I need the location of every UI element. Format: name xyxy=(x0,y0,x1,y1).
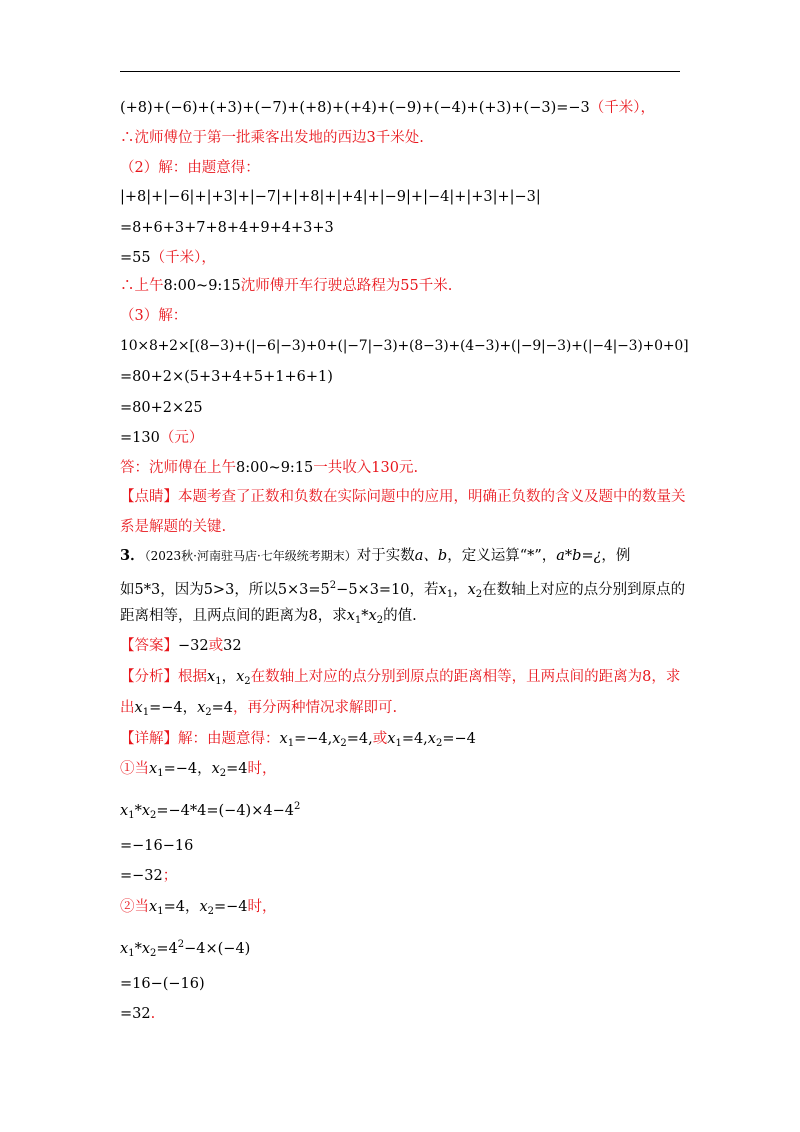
text-run: 出 xyxy=(120,700,135,716)
punctuation: ， xyxy=(221,669,237,685)
punctuation: ， xyxy=(182,700,198,716)
subscript: 2 xyxy=(435,738,443,749)
question-3-line-1 xyxy=(120,546,630,566)
text-run: ，再分两种情况求解即可. xyxy=(233,700,398,716)
text-run: ，若 xyxy=(409,582,439,598)
math-expression: =−32 xyxy=(120,868,163,884)
answer-value: 32 xyxy=(223,638,242,654)
math-expression: =−4 xyxy=(149,700,183,716)
text-run: 或 xyxy=(372,731,388,747)
math-expression: (+8)+(−6)+(+3)+(−7)+(+8)+(+4)+(−9)+(−4)+(+3)+(−3)=−3 xyxy=(120,100,590,116)
line-sum-values: =8+6+3+7+8+4+9+4+3+3 xyxy=(120,220,334,236)
text-run: ， xyxy=(453,582,468,598)
subscript: 2 xyxy=(207,906,214,917)
variable-x: x xyxy=(197,700,206,716)
subscript: 2 xyxy=(340,738,347,749)
subscript: 1 xyxy=(128,948,135,959)
question-3-line-3 xyxy=(120,606,417,631)
variable-x: x xyxy=(207,669,216,685)
math-expression: =4 xyxy=(211,700,234,716)
variable-x: x xyxy=(149,899,158,915)
math-expression: =130 xyxy=(120,430,160,446)
subscript: 1 xyxy=(446,589,454,600)
question-3-line-2 xyxy=(120,576,685,605)
math-expression: =55 xyxy=(120,250,151,266)
analysis-tag: 【分析】根据 xyxy=(120,669,207,685)
header-rule xyxy=(120,71,680,72)
subscript: 1 xyxy=(142,707,150,718)
line-income-step-2: =80+2×25 xyxy=(120,400,203,416)
question-source: （2023秋·河南驻马店·七年级统考期末） xyxy=(144,549,357,563)
time-range: 8:00~9:15 xyxy=(163,278,241,294)
variable-x: x xyxy=(141,941,150,957)
variable-x: x xyxy=(427,731,436,747)
text-run: ，定义运算“*”， xyxy=(447,548,557,564)
operator: * xyxy=(134,941,142,957)
operator: * xyxy=(134,803,142,819)
exponent: 2 xyxy=(293,801,301,812)
punctuation: ； xyxy=(162,868,178,884)
variable-x: x xyxy=(332,731,341,747)
unit-label: （千米） xyxy=(150,250,202,266)
answer-value: −32 xyxy=(178,638,209,654)
variable-x: x xyxy=(141,803,150,819)
subscript: 1 xyxy=(157,768,164,779)
subscript: 2 xyxy=(475,589,483,600)
variable-x: x xyxy=(279,731,288,747)
variable-x: x xyxy=(120,803,129,819)
text-run: ，例 xyxy=(601,548,631,564)
math-expression: −5×3=10 xyxy=(336,582,410,598)
text-run: 在数轴上对应的点分别到原点的距离相等，且两点间的距离为8，求 xyxy=(250,669,681,685)
variable-x: x xyxy=(120,941,129,957)
text-run: 沈师傅开车行驶总路程为55千米. xyxy=(240,278,453,294)
text-run: 时， xyxy=(247,899,277,915)
line-abs-sum: |+8|+|−6|+|+3|+|−7|+|+8|+|+4|+|−9|+|−4|+|+3|+|−3| xyxy=(120,189,541,205)
text-run: ，所以 xyxy=(234,582,278,598)
subscript: 1 xyxy=(287,738,295,749)
time-range: 8:00~9:15 xyxy=(236,460,314,476)
variable-x: x xyxy=(387,731,396,747)
subscript: 1 xyxy=(157,906,164,917)
case-2-step-2: =16−(−16) xyxy=(120,976,205,992)
exponent: 2 xyxy=(329,580,337,591)
analysis-line-1 xyxy=(120,667,680,692)
subscript: 1 xyxy=(354,615,362,626)
text-run: 一共收入130元. xyxy=(313,460,419,476)
subscript: 1 xyxy=(128,810,135,821)
subscript: 2 xyxy=(150,810,157,821)
punctuation: ， xyxy=(201,250,216,266)
line-income-step-1: =80+2×(5+3+4+5+1+6+1) xyxy=(120,369,333,385)
operator: * xyxy=(361,608,369,624)
analysis-line-2 xyxy=(120,698,397,723)
math-expression: =−4, xyxy=(294,731,333,747)
math-expression: 5×3=5 xyxy=(277,582,330,598)
punctuation: ， xyxy=(197,761,212,777)
line-income-expression: 10×8+2×[(8−3)+(|−6|−3)+0+(|−7|−3)+(8−3)+(4−3)+(|−9|−3)+(|−4|−3)+0+0] xyxy=(120,338,689,354)
text-run: 时， xyxy=(247,761,277,777)
line-comment-1: 【点睛】本题考查了正数和负数在实际问题中的应用，明确正负数的含义及题中的数量关 xyxy=(120,489,686,505)
variables: a、b xyxy=(414,548,448,564)
subscript: 2 xyxy=(150,948,157,959)
detail-line xyxy=(120,729,476,754)
answer-line xyxy=(120,636,242,656)
variable-x: x xyxy=(199,899,208,915)
text-run: ①当 xyxy=(120,761,149,777)
exponent: 2 xyxy=(177,939,185,950)
unit-label: （元） xyxy=(159,430,204,446)
math-expression: =4, xyxy=(401,731,428,747)
variable-x: x xyxy=(346,608,355,624)
text-run: ②当 xyxy=(120,899,149,915)
case-2-step-1 xyxy=(120,935,250,964)
text-run: 或 xyxy=(208,638,224,654)
text-run: ∴上午 xyxy=(120,278,164,294)
text-run: 在数轴上对应的点分别到原点的 xyxy=(482,582,686,598)
subscript: 2 xyxy=(205,707,212,718)
punctuation: ， xyxy=(640,100,656,116)
subscript: 2 xyxy=(219,768,227,779)
text-run: 距离相等，且两点间的距离为8，求 xyxy=(120,608,347,624)
math-expression: =32 xyxy=(120,1006,151,1022)
variable-x: x xyxy=(211,761,220,777)
case-1-step-1 xyxy=(120,797,300,826)
math-expression: =4 xyxy=(156,941,178,957)
line-part2-heading: （2）解：由题意得： xyxy=(120,160,260,176)
math-expression: =−4 xyxy=(214,899,248,915)
math-expression: =4, xyxy=(346,731,373,747)
line-conclusion-1: ∴沈师傅位于第一批乘客出发地的西边3千米处. xyxy=(120,130,424,146)
text-run: 如5*3，因为 xyxy=(120,582,204,598)
variable-x: x xyxy=(368,608,377,624)
case-1-step-3 xyxy=(120,866,177,886)
math-expression: =−4*4=(−4)×4−4 xyxy=(156,803,294,819)
question-number: 3． xyxy=(120,547,145,564)
answer-tag: 【答案】 xyxy=(120,638,178,654)
math-expression: =4 xyxy=(163,899,185,915)
text-run: 答：沈师傅在上午 xyxy=(120,460,236,476)
line-answer-part3 xyxy=(120,458,418,478)
math-expression: −4×(−4) xyxy=(184,941,251,957)
comparison: 5>3 xyxy=(203,582,235,598)
variable-x: x xyxy=(438,582,447,598)
text-run: 的值. xyxy=(383,608,417,624)
line-income-result xyxy=(120,428,203,448)
operation-definition: a*b=¿ xyxy=(556,548,602,564)
variable-x: x xyxy=(236,669,245,685)
punctuation: . xyxy=(150,1006,156,1022)
math-expression: =−4 xyxy=(163,761,198,777)
case-2-heading xyxy=(120,897,277,922)
case-1-step-2: =−16−16 xyxy=(120,838,194,854)
math-expression: =4 xyxy=(226,761,248,777)
line-comment-2: 系是解题的关键. xyxy=(120,519,227,535)
math-expression: =−4 xyxy=(442,731,476,747)
variable-x: x xyxy=(134,700,143,716)
line-conclusion-2 xyxy=(120,276,452,296)
line-part3-heading: （3）解： xyxy=(120,308,188,324)
case-2-step-3 xyxy=(120,1004,155,1024)
subscript: 1 xyxy=(215,676,222,687)
variable-x: x xyxy=(467,582,476,598)
subscript: 2 xyxy=(376,615,384,626)
subscript: 1 xyxy=(395,738,402,749)
unit-label: （千米） xyxy=(589,100,641,116)
case-1-heading xyxy=(120,759,277,784)
subscript: 2 xyxy=(244,676,251,687)
line-sum-expression xyxy=(120,98,655,118)
detail-tag: 【详解】解：由题意得： xyxy=(120,731,280,747)
punctuation: ， xyxy=(184,899,200,915)
variable-x: x xyxy=(149,761,158,777)
text-run: 对于实数 xyxy=(356,548,415,564)
line-total-distance xyxy=(120,248,216,268)
